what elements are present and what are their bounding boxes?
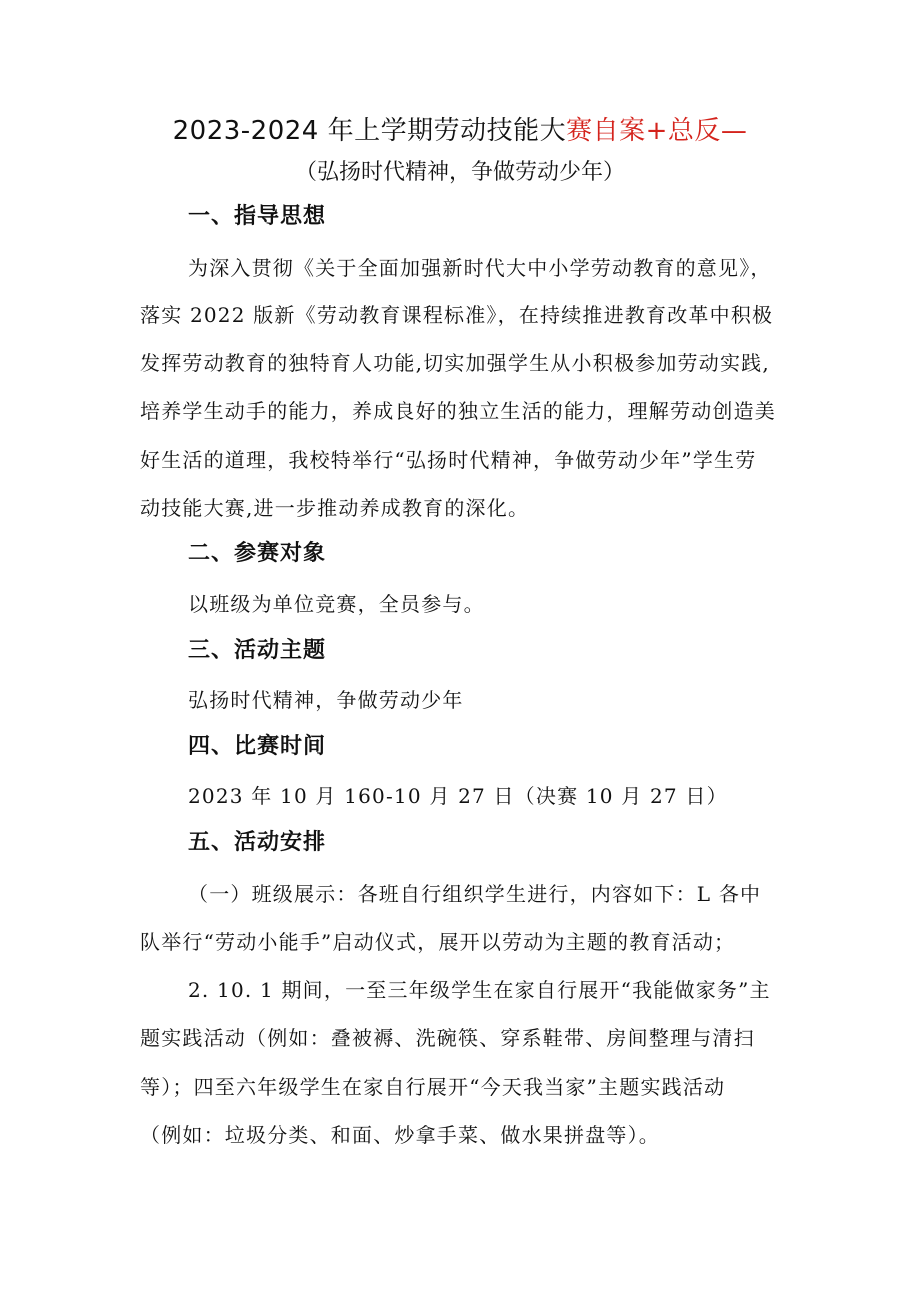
section-heading-arrangements: 五、活动安排 [188,830,327,855]
section-heading-theme: 三、活动主题 [188,638,327,663]
paragraph-line: 发挥劳动教育的独特育人功能,切实加强学生从小积极参加劳动实践, [140,351,770,375]
paragraph-line: 2. 10. 1 期间，一至三年级学生在家自行展开“我能做家务”主 [188,978,771,1002]
paragraph-line: 好生活的道理，我校特举行“弘扬时代精神，争做劳动少年”学生劳 [140,448,757,472]
document-title [0,114,920,148]
title-red-part: 赛自案+总反— [566,116,748,146]
paragraph-line: 培养学生动手的能力，养成良好的独立生活的能力，理解劳动创造美 [140,399,776,423]
paragraph-line: 以班级为单位竞赛，全员参与。 [188,592,485,616]
section-heading-guiding-thought: 一、指导思想 [188,204,327,229]
paragraph-line: （例如：垃圾分类、和面、炒拿手菜、做水果拼盘等）。 [140,1123,660,1147]
paragraph-line: 队举行“劳动小能手”启动仪式，展开以劳动为主题的教育活动； [140,930,736,954]
title-main: 2023-2024 年上学期劳动技能大 [172,116,567,146]
paragraph-line: 落实 2022 版新《劳动教育课程标准》，在持续推进教育改革中积极 [140,303,774,327]
paragraph-line: （一）班级展示：各班自行组织学生进行，内容如下：L 各中 [188,882,762,906]
paragraph-line: 等）；四至六年级学生在家自行展开“今天我当家”主题实践活动 [140,1075,726,1099]
paragraph-line: 题实践活动（例如：叠被褥、洗碗筷、穿系鞋带、房间整理与清扫 [140,1026,755,1050]
paragraph-line: 弘扬时代精神，争做劳动少年 [188,688,464,712]
paragraph-line: 2023 年 10 月 160-10 月 27 日（决赛 10 月 27 日） [188,784,728,808]
paragraph-line: 动技能大赛,进一步推动养成教育的深化。 [140,496,530,520]
section-heading-schedule: 四、比赛时间 [188,734,327,759]
paragraph-line: 为深入贯彻《关于全面加强新时代大中小学劳动教育的意见》， [188,256,772,280]
section-heading-participants: 二、参赛对象 [188,541,327,566]
document-subtitle: （弘扬时代精神，争做劳动少年） [294,160,625,185]
